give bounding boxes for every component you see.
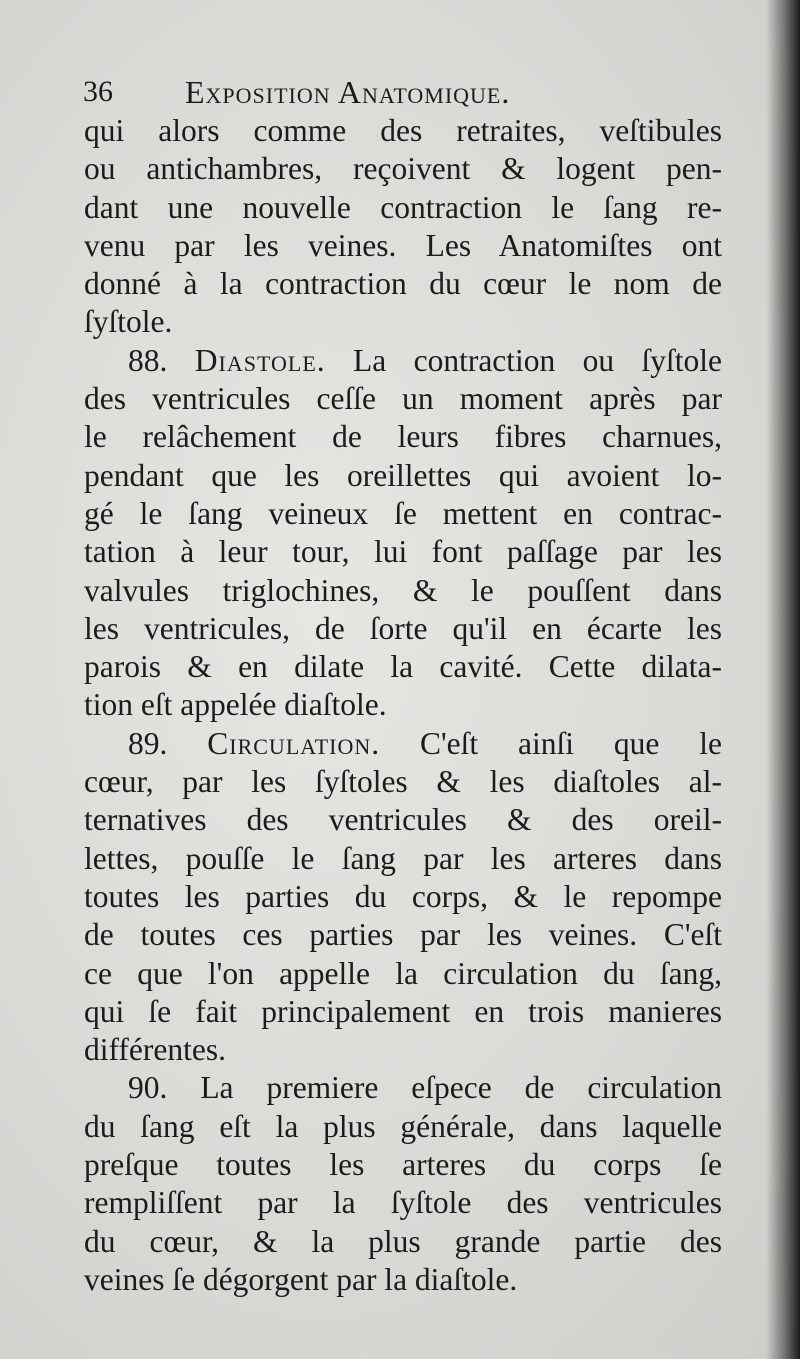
body-text xyxy=(84,112,722,1299)
line-text: valvules triglochines, & le pouſſent dans xyxy=(84,572,722,608)
line-text: le relâchement de leurs fibres charnues, xyxy=(84,419,722,455)
paragraph-heading: Circulation. xyxy=(207,725,381,761)
running-title: Exposition Anatomique. xyxy=(185,74,511,110)
paragraph-number: 88. xyxy=(128,342,168,378)
line-text: qui alors comme des retraites, veſtibules xyxy=(84,113,722,148)
text-line xyxy=(84,303,722,341)
line-text: les ventricules, de ſorte qu'il en écarte les xyxy=(84,610,722,646)
text-line xyxy=(84,457,722,495)
line-text: cœur, par les ſyſtoles & les diaſtoles al- xyxy=(84,764,722,800)
line-text: preſque toutes les arteres du corps ſe xyxy=(84,1147,722,1183)
text-line xyxy=(84,1108,722,1146)
line-text: parois & en dilate la cavité. Cette dilata- xyxy=(84,649,722,685)
text-line xyxy=(84,1223,722,1261)
line-text: gé le ſang veineux ſe mettent en contrac- xyxy=(84,495,722,531)
text-line xyxy=(84,495,722,533)
text-line xyxy=(84,1146,722,1184)
text-line xyxy=(84,993,722,1031)
paragraph-number: 89. xyxy=(128,725,168,761)
line-text: C'eſt ainſi que le xyxy=(420,725,722,761)
line-text: tion eſt appelée diaſtole. xyxy=(84,687,387,723)
text-line xyxy=(84,380,722,418)
text-line xyxy=(84,763,722,801)
text-line xyxy=(84,418,722,456)
line-text: La contraction ou ſyſtole xyxy=(353,342,722,378)
line-text: venu par les veines. Les Anatomiſtes ont xyxy=(84,227,722,263)
line-text: pendant que les oreillettes qui avoient lo- xyxy=(84,457,722,493)
line-text: ſyſtole. xyxy=(84,304,173,340)
text-line xyxy=(84,112,722,150)
line-text: La premiere eſpece de circulation xyxy=(200,1070,722,1106)
text-line xyxy=(84,189,722,227)
line-text: toutes les parties du corps, & le repompe xyxy=(84,878,722,914)
text-line xyxy=(84,533,722,571)
line-text: de toutes ces parties par les veines. C'eſt xyxy=(84,917,722,953)
line-text: dant une nouvelle contraction le ſang re- xyxy=(84,189,722,225)
text-line xyxy=(84,1069,722,1107)
text-line xyxy=(84,265,722,303)
binding-shadow xyxy=(766,0,800,1359)
text-line xyxy=(84,840,722,878)
paragraph-heading: Diastole. xyxy=(194,342,326,378)
line-text: du cœur, & la plus grande partie des xyxy=(84,1223,722,1259)
line-text: ou antichambres, reçoivent & logent pen- xyxy=(84,151,722,187)
text-line xyxy=(84,916,722,954)
line-text: veines ſe dégorgent par la diaſtole. xyxy=(84,1261,518,1297)
line-text: différentes. xyxy=(84,1032,226,1068)
line-text: lettes, pouſſe le ſang par les arteres dans xyxy=(84,840,722,876)
text-line xyxy=(84,150,722,188)
text-line xyxy=(84,955,722,993)
line-text: du ſang eſt la plus générale, dans laquelle xyxy=(84,1108,722,1144)
line-text: ternatives des ventricules & des oreil- xyxy=(84,802,722,838)
page-number: 36 xyxy=(83,75,113,108)
text-line xyxy=(84,648,722,686)
line-text: tation à leur tour, lui font paſſage par les xyxy=(84,534,722,570)
line-text: des ventricules ceſſe un moment après par xyxy=(84,381,722,417)
line-text: donné à la contraction du cœur le nom de xyxy=(84,266,722,302)
line-text: rempliſſent par la ſyſtole des ventricules xyxy=(84,1185,722,1221)
line-text: ce que l'on appelle la circulation du ſang, xyxy=(84,955,722,991)
text-line xyxy=(84,686,722,724)
text-line xyxy=(84,342,722,380)
text-line xyxy=(84,1184,722,1222)
text-line xyxy=(84,725,722,763)
page-header xyxy=(83,72,643,112)
text-line xyxy=(84,610,722,648)
text-line xyxy=(84,572,722,610)
text-line xyxy=(84,801,722,839)
text-line xyxy=(84,878,722,916)
line-text: qui ſe fait principalement en trois manieres xyxy=(84,993,722,1029)
text-line xyxy=(84,1261,722,1299)
paragraph-number: 90. xyxy=(128,1070,168,1106)
text-line xyxy=(84,1031,722,1069)
text-line xyxy=(84,227,722,265)
